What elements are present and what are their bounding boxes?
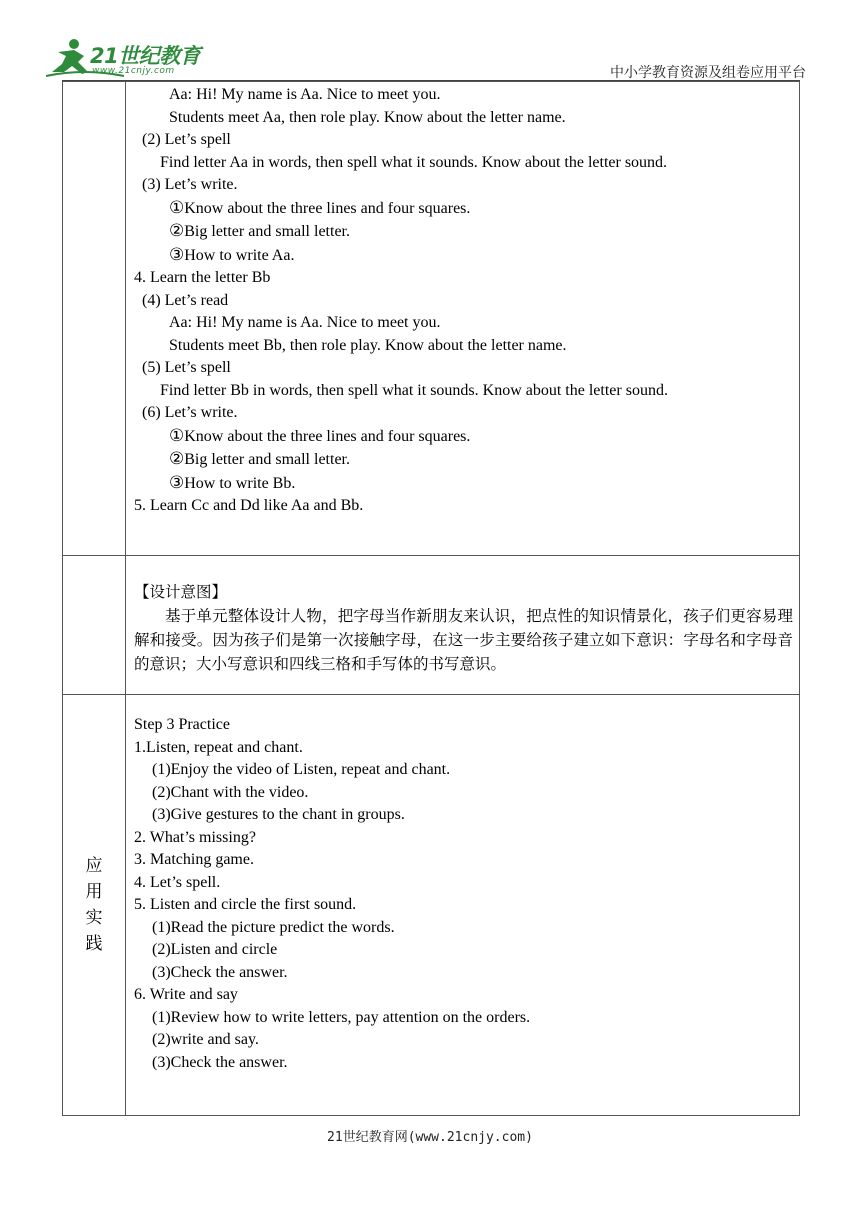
lesson-table <box>62 81 800 1116</box>
list-item: 5. Listen and circle the first sound. <box>134 896 357 913</box>
list-item: 1.Listen, repeat and chant. <box>134 738 303 756</box>
circled-number: ③ <box>169 244 185 265</box>
list-item: 3. Matching game. <box>134 851 254 868</box>
list-item: (3)Give gestures to the chant in groups. <box>152 806 405 823</box>
practice-label: 应 用 实 践 <box>85 856 103 954</box>
circled-number: ③ <box>169 472 185 493</box>
list-item: ③How to write Bb. <box>169 472 296 493</box>
circled-number: ② <box>169 449 185 469</box>
page-footer: 21世纪教育网(www.21cnjy.com) <box>327 1130 533 1145</box>
list-item: Students meet Bb, then role play. Know about the letter name. <box>169 336 567 354</box>
row-label-cell <box>63 82 126 556</box>
list-item: (5) Let’s spell <box>142 359 231 376</box>
page-header <box>0 0 860 82</box>
logo-url: www.21cnjy.com <box>92 66 175 76</box>
list-item: (2)write and say. <box>152 1031 259 1048</box>
list-item: (1)Review how to write letters, pay attention on the orders. <box>152 1008 531 1026</box>
row-label-cell <box>63 556 126 695</box>
list-item: 5. Learn Cc and Dd like Aa and Bb. <box>134 497 364 514</box>
list-item: ③How to write Aa. <box>169 244 295 265</box>
design-intent-paragraph: 基于单元整体设计人物，把字母当作新朋友来认识，把点性的知识情景化，孩子们更容易理解和接受。因为孩子们是第一次接触字母，在这一步主要给孩子建立如下意识：字母名和字母音的意识；大小写意识和四线三格和手写体的书写意识。 <box>134 607 793 673</box>
circled-number: ① <box>169 425 185 446</box>
list-item: 4. Learn the letter Bb <box>134 269 271 286</box>
practice-content-cell <box>126 695 800 1116</box>
list-item: (2) Let’s spell <box>142 131 231 148</box>
list-item: (2)Chant with the video. <box>152 783 309 801</box>
list-item: Aa: Hi! My name is Aa. Nice to meet you. <box>169 314 441 331</box>
logo-text: 21世纪教育 <box>90 44 201 68</box>
list-item: (2)Listen and circle <box>152 941 278 958</box>
circled-number: ② <box>169 221 185 241</box>
design-intent-cell <box>126 556 800 695</box>
circled-number: ① <box>169 197 185 218</box>
list-item: ②Big letter and small letter. <box>169 221 350 241</box>
list-item: (3) Let’s write. <box>142 176 238 193</box>
list-item: 6. Write and say <box>134 986 238 1003</box>
list-item: Find letter Aa in words, then spell what it sounds. Know about the letter sound. <box>160 153 668 171</box>
platform-title: 中小学教育资源及组卷应用平台 <box>610 65 806 81</box>
list-item: 4. Let’s spell. <box>134 873 221 891</box>
list-item: (1)Read the picture predict the words. <box>152 918 395 936</box>
list-item: ①Know about the three lines and four squares. <box>169 197 471 218</box>
list-item: ①Know about the three lines and four squares. <box>169 425 471 446</box>
list-item: Find letter Bb in words, then spell what it sounds. Know about the letter sound. <box>160 381 668 399</box>
list-item: Students meet Aa, then role play. Know about the letter name. <box>169 108 566 126</box>
list-item: (4) Let’s read <box>142 291 229 309</box>
list-item: (3)Check the answer. <box>152 1053 288 1071</box>
list-item: Aa: Hi! My name is Aa. Nice to meet you. <box>169 86 441 103</box>
row-label-cell <box>63 695 126 1116</box>
row-content-cell <box>126 82 800 556</box>
table-row <box>63 695 800 1116</box>
design-intent-heading: 【设计意图】 <box>134 583 228 601</box>
list-item: (6) Let’s write. <box>142 404 238 421</box>
table-row <box>63 556 800 695</box>
table-row <box>63 82 800 556</box>
list-item: (3)Check the answer. <box>152 963 288 981</box>
list-item: Step 3 Practice <box>134 716 230 733</box>
list-item: ②Big letter and small letter. <box>169 449 350 469</box>
list-item: 2. What’s missing? <box>134 828 256 846</box>
list-item: (1)Enjoy the video of Listen, repeat and chant. <box>152 761 451 778</box>
